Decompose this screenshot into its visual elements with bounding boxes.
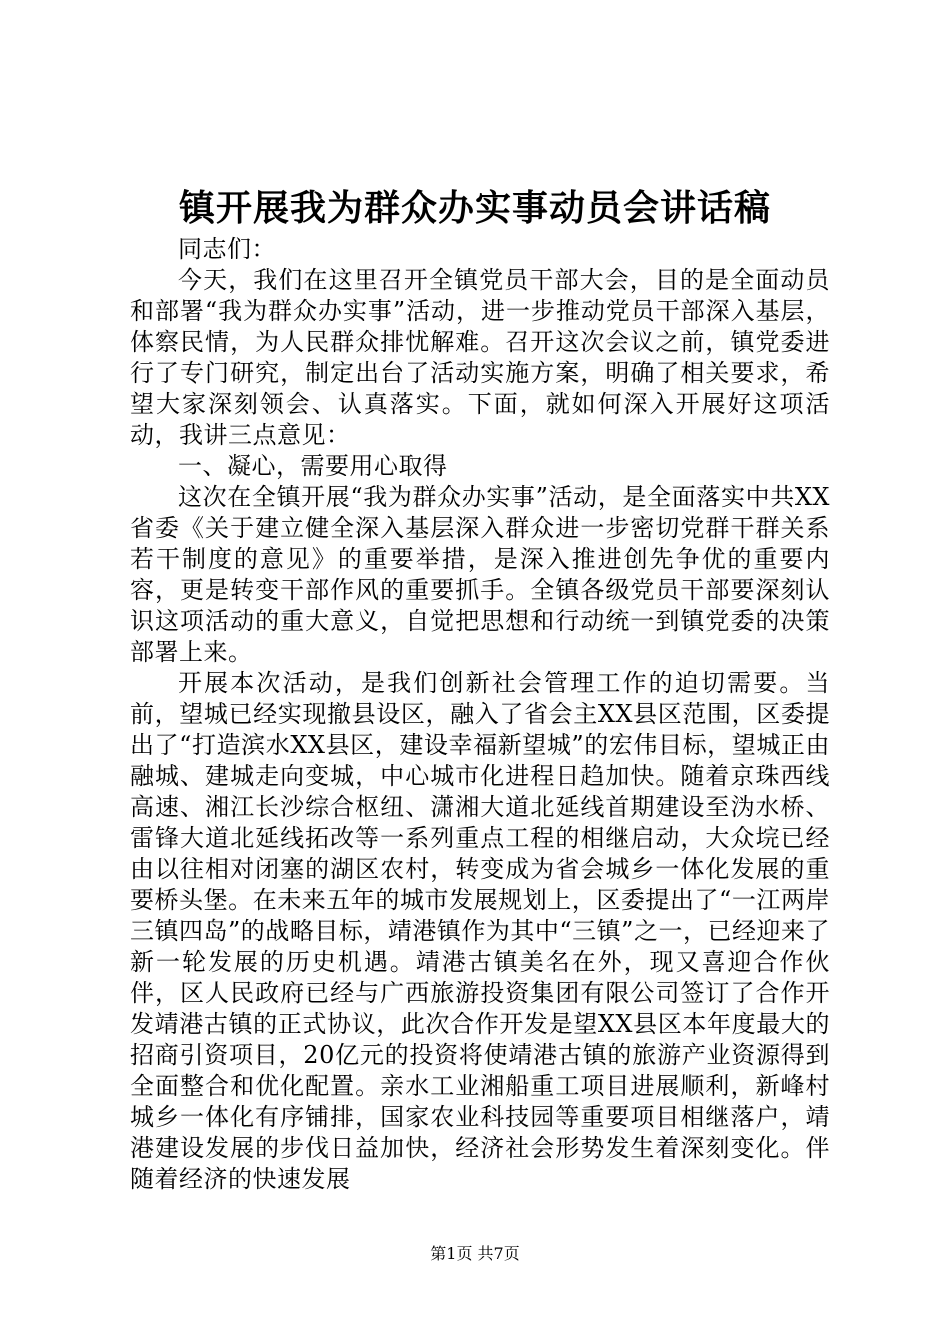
paragraph-salutation: 同志们： [178,235,276,263]
section-heading: 一、凝心，需要用心取得 [178,452,448,480]
paragraph-intro: 今天，我们在这里召开全镇党员干部大会，目的是全面动员和部署“我为群众办实事”活动，进一步推动党员干部深入基层，体察民情，为人民群众排忧解难。召开这次会议之前，镇党委进行了专门研究，制定出台了活动实施方案，明确了相关要求，希望大家深刻领会、认真落实。下面，就如何深入开展好这项活动，我讲三点意见： [130,266,830,449]
paragraph-social-management: 开展本次活动，是我们创新社会管理工作的迫切需要。当前，望城已经实现撤县设区，融入了省会主XX县区范围，区委提出了“打造滨水XX县区，建设幸福新望城”的宏伟目标，望城正由融城、建城走向变城，中心城市化进程日趋加快。随着京珠西线高速、湘江长沙综合枢纽、潇湘大道北延线首期建设至沩水桥、雷锋大道北延线拓改等一系列重点工程的相继启动，大众垸已经由以往相对闭塞的湖区农村，转变成为省会城乡一体化发展的重要桥头堡。在未来五年的城市发展规划上，区委提出了“一江两岸三镇四岛”的战略目标，靖港镇作为其中“三镇”之一，已经迎来了新一轮发展的历史机遇。靖港古镇美名在外，现又喜迎合作伙伴，区人民政府已经与广西旅游投资集团有限公司签订了合作开发靖港古镇的正式协议，此次合作开发是望XX县区本年度最大的招商引资项目，20亿元的投资将使靖港古镇的旅游产业资源得到全面整合和优化配置。亲水工业湘船重工项目进展顺利，新峰村城乡一体化有序铺排，国家农业科技园等重要项目相继落户，靖港建设发展的步伐日益加快，经济社会形势发生着深刻变化。伴随着经济的快速发展 [130,669,830,1193]
document-body [130,234,830,1195]
document-title: 镇开展我为群众办实事动员会讲话稿 [178,187,771,229]
page-footer: 第1页 共7页 [430,1244,520,1263]
paragraph-significance: 这次在全镇开展“我为群众办实事”活动，是全面落实中共XX省委《关于建立健全深入基层深入群众进一步密切党群干群关系若干制度的意见》的重要举措，是深入推进创先争优的重要内容，更是转变干部作风的重要抓手。全镇各级党员干部要深刻认识这项活动的重大意义，自觉把思想和行动统一到镇党委的决策部署上来。 [130,483,830,666]
